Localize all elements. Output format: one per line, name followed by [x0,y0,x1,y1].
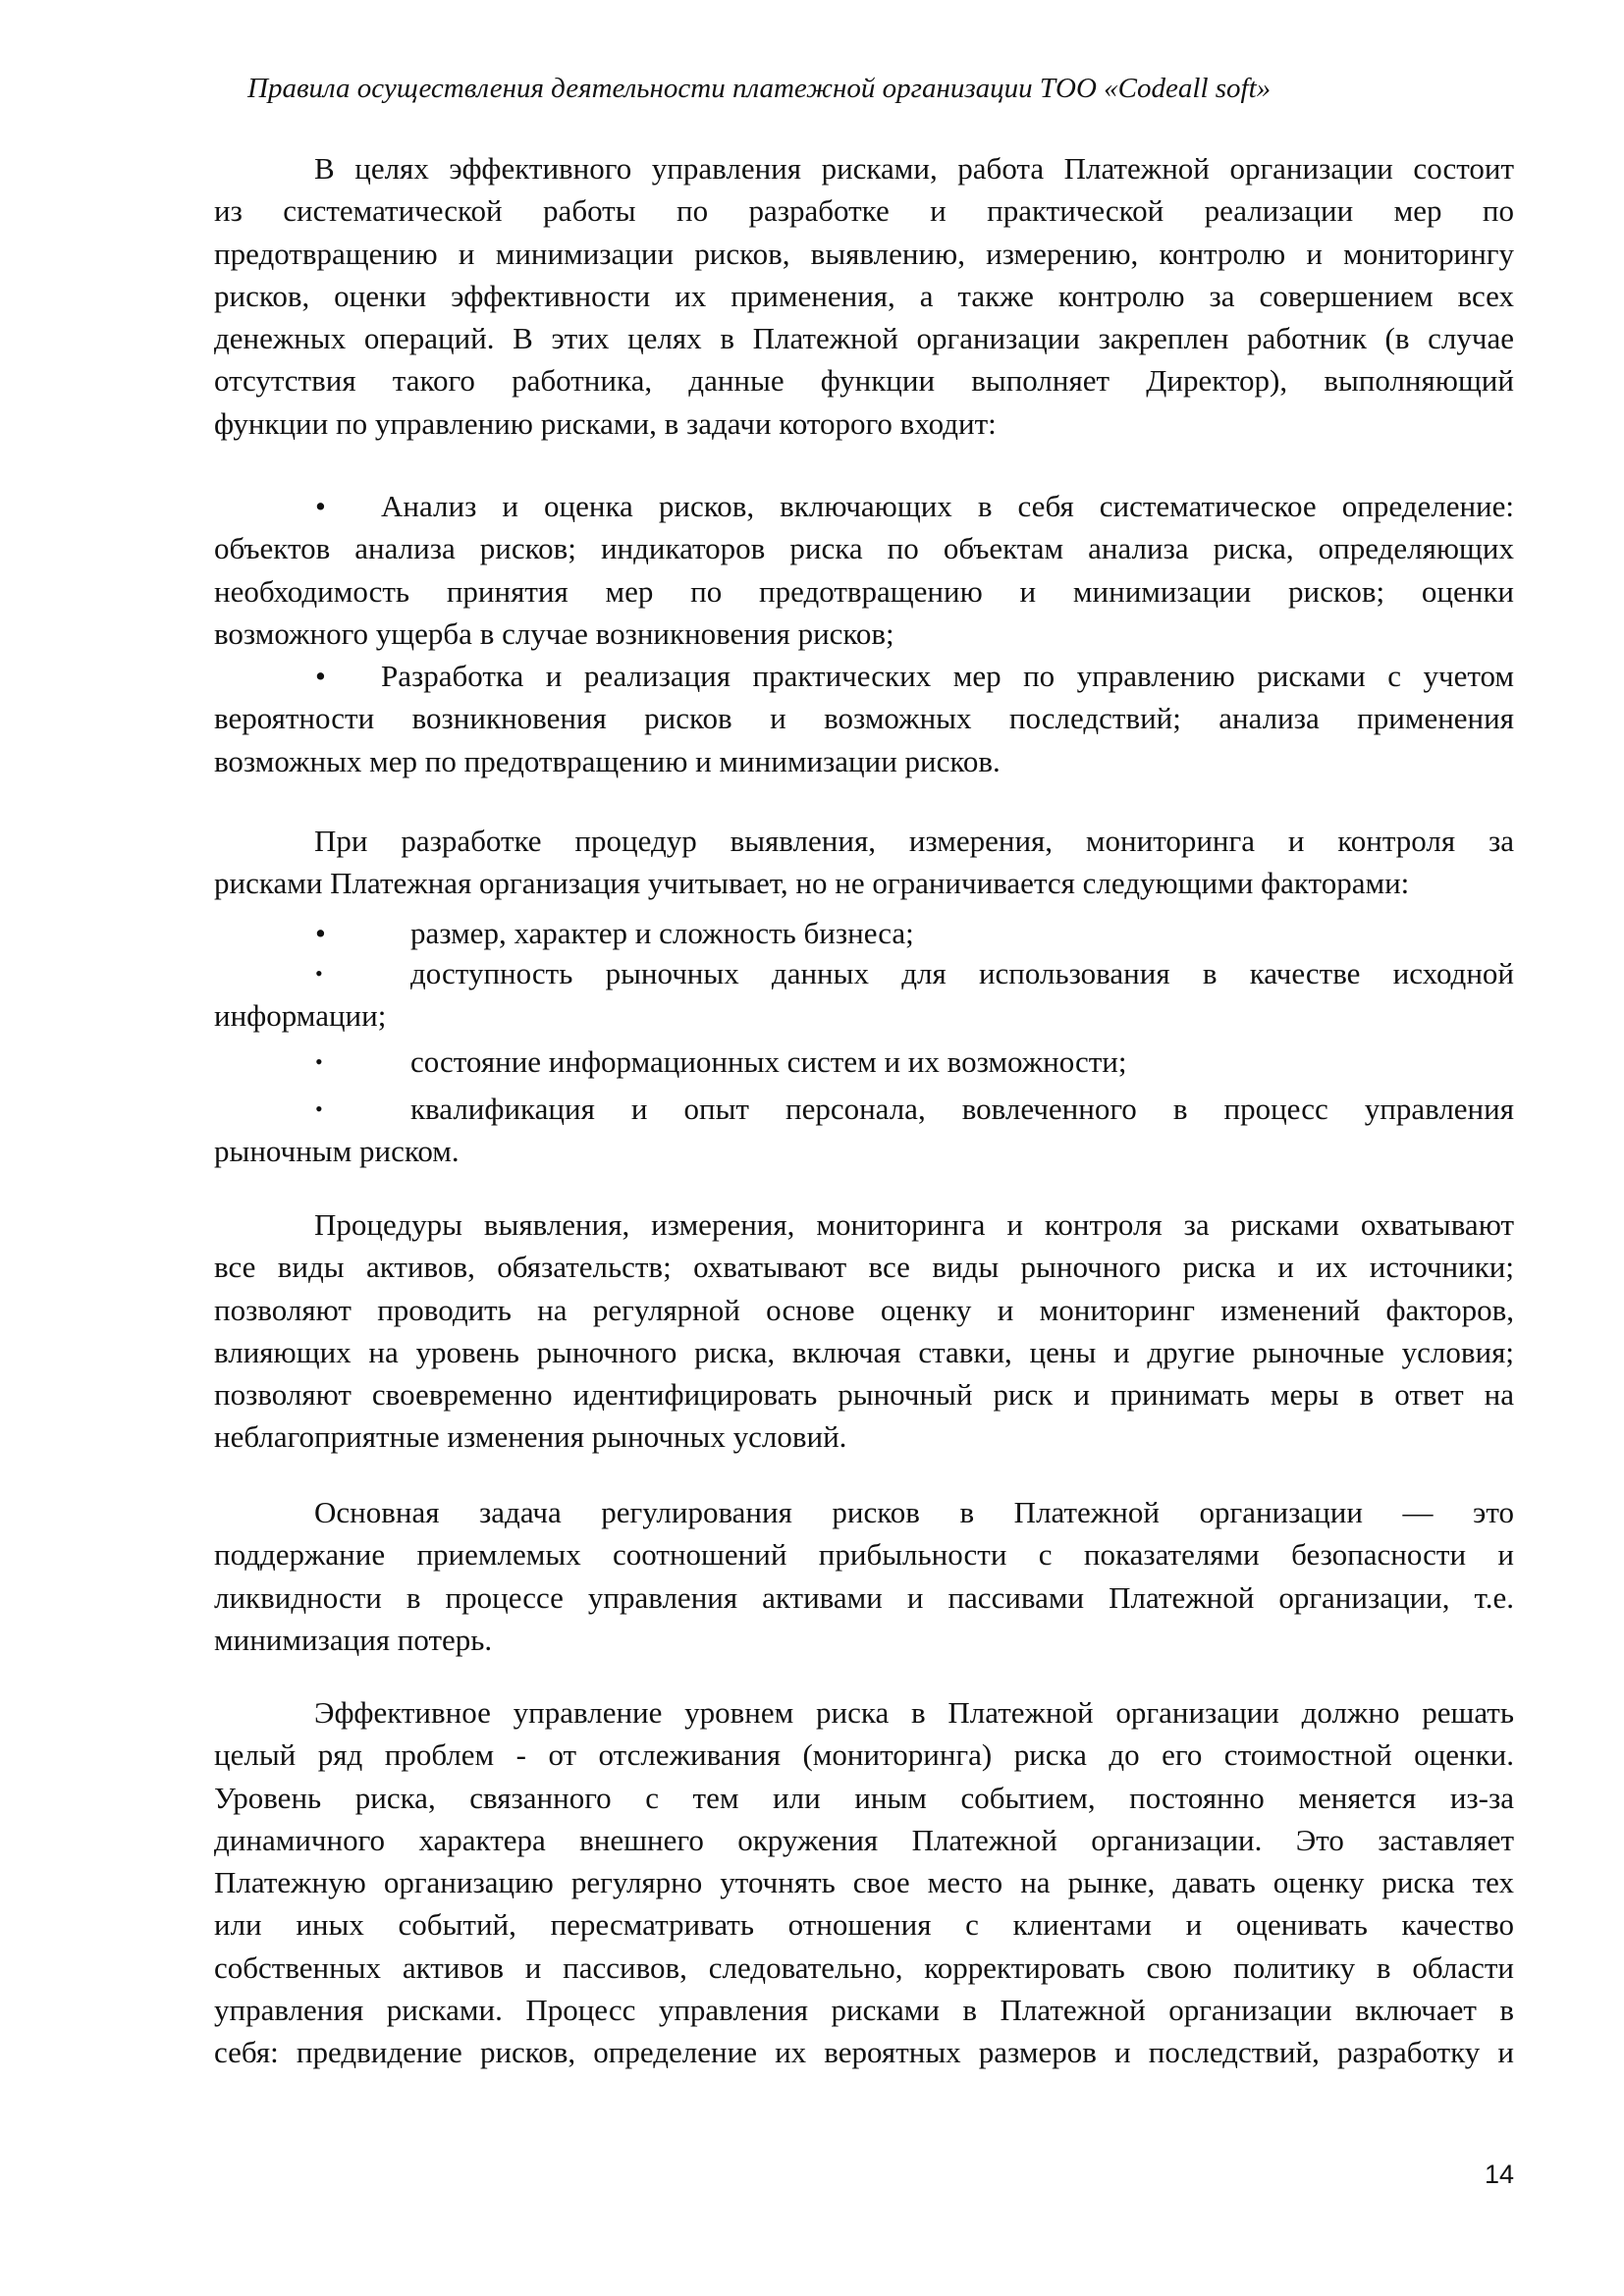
factors-list-item [214,1088,1514,1173]
text-span: доступность рыночных данных для использования в качестве исходной [410,956,1514,990]
running-header: Правила осуществления деятельности платежной организации ТОО «Codeall soft» [247,73,1272,104]
list-item [214,655,1514,782]
text-line: функции по управлению рисками, в задачи которого входит: [214,405,997,441]
text-line: неблагоприятные изменения рыночных условий. [214,1419,847,1455]
factors-list-item [214,912,1514,954]
text-span: Анализ и оценка рисков, включающих в себя систематическое определение: [381,489,1514,523]
text-line: информации; [214,998,387,1034]
text-line: Процедуры выявления, измерения, мониторинга и контроля за рисками охватывают [314,1207,1514,1242]
text-line: Уровень риска, связанного с тем или иным событием, постоянно меняется из-за [214,1780,1514,1815]
text-line: Платежную организацию регулярно уточнять свое место на рынке, давать оценку риска тех [214,1865,1514,1900]
bullet-icon: • [315,916,326,950]
text-line [214,1041,1514,1083]
text-line: позволяют своевременно идентифицировать рыночный риск и принимать меры в ответ на [214,1377,1514,1413]
text-line: все виды активов, обязательств; охватывают все виды рыночного риска и их источники; [214,1250,1514,1285]
paragraph-procedures-scope [214,1203,1514,1459]
text-line: или иных событий, пересматривать отношения с клиентами и оценивать качество [214,1907,1514,1943]
text-span: квалификация и опыт персонала, вовлеченного в процесс управления [410,1092,1514,1126]
text-line: В целях эффективного управления рисками, работа Платежной организации состоит [314,151,1514,186]
text-line: необходимость принятия мер по предотвращению и минимизации рисков; оценки [214,573,1514,609]
bullet-icon: • [315,1096,323,1121]
text-line: Основная задача регулирования рисков в Платежной организации — это [314,1495,1514,1529]
text-line: управления рисками. Процесс управления рисками в Платежной организации включает в [214,1993,1514,2028]
text-line: позволяют проводить на регулярной основе оценку и мониторинг изменений факторов, [214,1292,1514,1327]
text-line: Эффективное управление уровнем риска в Платежной организации должно решать [314,1695,1514,1730]
bullet-icon: • [315,659,326,694]
text-line: предотвращению и минимизации рисков, выявлению, измерению, контролю и мониторингу [214,236,1514,271]
text-line: денежных операций. В этих целях в Платежной организации закреплен работник (в случае [214,321,1514,356]
text-line: рисков, оценки эффективности их применения, а также контролю за совершением всех [214,278,1514,313]
bullet-icon: • [315,489,326,523]
text-line: возможного ущерба в случае возникновения рисков; [214,615,894,651]
text-line: рыночным риском. [214,1134,460,1169]
paragraph-effective-management [214,1691,1514,2074]
bullet-icon: • [315,1049,323,1074]
text-line: целый ряд проблем - от отслеживания (мониторинга) риска до его стоимостной оценки. [214,1737,1514,1773]
text-span: размер, характер и сложность бизнеса; [410,916,914,950]
text-line: рисками Платежная организация учитывает, но не ограничивается следующими факторами: [214,866,1410,901]
text-line: поддержание приемлемых соотношений прибыльности с показателями безопасности и [214,1537,1514,1573]
text-line: При разработке процедур выявления, измерения, мониторинга и контроля за [314,824,1514,858]
text-line: динамичного характера внешнего окружения Платежной организации. Это заставляет [214,1822,1514,1857]
text-line [214,1088,1514,1130]
paragraph-risk-management-work [214,147,1514,445]
text-line [214,952,1514,994]
text-line [214,655,1514,697]
text-line: объектов анализа рисков; индикаторов риска по объектам анализа риска, определяющих [214,531,1514,566]
paragraph-main-task [214,1491,1514,1661]
page-number: 14 [1484,2160,1514,2189]
list-item [214,485,1514,655]
text-span: состояние информационных систем и их возможности; [410,1044,1127,1079]
paragraph-procedures-factors [214,820,1514,905]
text-line: вероятности возникновения рисков и возможных последствий; анализа применения [214,701,1514,736]
text-line: минимизация потерь. [214,1622,493,1657]
text-line: ликвидности в процессе управления активами и пассивами Платежной организации, т.е. [214,1579,1514,1615]
factors-list-item [214,1041,1514,1083]
text-line [214,912,1514,954]
text-line: влияющих на уровень рыночного риска, включая ставки, цены и другие рыночные условия; [214,1334,1514,1369]
tasks-list [214,485,1514,782]
text-line: собственных активов и пассивов, следовательно, корректировать свою политику в области [214,1949,1514,1985]
bullet-icon: • [315,961,323,986]
text-line: себя: предвидение рисков, определение их вероятных размеров и последствий, разработку и [214,2035,1514,2070]
factors-list-item [214,952,1514,1038]
text-line [214,485,1514,527]
text-line: возможных мер по предотвращению и минимизации рисков. [214,743,1001,778]
text-line: из систематической работы по разработке и практической реализации мер по [214,193,1514,229]
text-span: Разработка и реализация практических мер по управлению рисками с учетом [381,659,1514,694]
text-line: отсутствия такого работника, данные функции выполняет Директор), выполняющий [214,363,1514,399]
